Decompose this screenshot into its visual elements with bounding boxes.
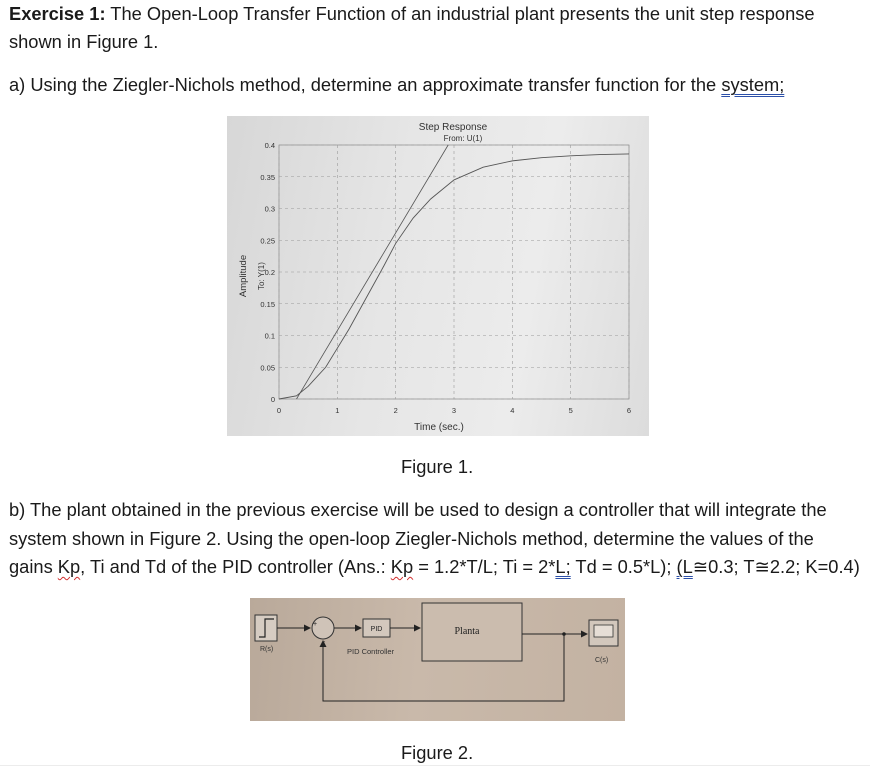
y-tick-label: 0.05 xyxy=(260,363,275,373)
x-tick-label: 4 xyxy=(510,406,515,415)
x-tick-label: 5 xyxy=(568,406,573,415)
scope-screen-icon xyxy=(594,625,613,637)
x-tick-label: 0 xyxy=(276,406,282,415)
x-tick-label: 1 xyxy=(335,406,340,415)
figure-2-block-diagram-photo xyxy=(250,598,625,721)
chart-grid xyxy=(279,145,629,399)
part-b-line3-c: = 1.2*T/L; Ti = 2* xyxy=(413,556,556,577)
chart-ylabel-inner: To: Y(1) xyxy=(257,262,266,290)
y-tick-label: 0.1 xyxy=(264,331,275,341)
pid-caption: PID Controller xyxy=(347,647,395,656)
figure-1-step-response-photo xyxy=(227,116,649,436)
l-symbol: L; xyxy=(555,556,571,577)
chart-ylabel-outer: Amplitude xyxy=(238,254,249,298)
pid-label: PID xyxy=(370,626,383,633)
part-b-line3-b: , Ti and Td of the PID controller (Ans.: xyxy=(80,556,391,577)
chart-subtitle: From: U(1) xyxy=(443,134,483,143)
chart-title: Step Response xyxy=(418,122,488,133)
part-b-line3-a: gains xyxy=(9,556,58,577)
plant-label: Planta xyxy=(454,626,480,637)
exercise-intro-line1: The Open-Loop Transfer Function of an industrial plant presents the unit step response xyxy=(105,3,815,24)
part-b-line1: b) The plant obtained in the previous exercise will be used to design a controller that will integrate the xyxy=(9,499,827,520)
chart-xlabel: Time (sec.) xyxy=(414,422,464,433)
y-tick-label: 0.4 xyxy=(264,141,275,150)
y-tick-label: 0.3 xyxy=(264,204,275,214)
y-tick-label: 0.2 xyxy=(264,268,275,277)
part-b-line3-e: ≅0.3; T≅2.2; K=0.4) xyxy=(692,556,860,577)
x-tick-label: 2 xyxy=(393,406,398,415)
page-bottom-divider xyxy=(0,765,870,766)
figure-2-caption: Figure 2. xyxy=(401,742,474,763)
sum-plus: + xyxy=(313,621,318,628)
part-a xyxy=(9,71,866,100)
x-tick-label: 3 xyxy=(451,406,457,415)
kp-word-1: Kp xyxy=(57,556,81,577)
output-label: C(s) xyxy=(595,657,609,664)
part-a-underlined: system; xyxy=(721,74,785,95)
part-b-line3 xyxy=(9,553,866,582)
figure-1-caption: Figure 1. xyxy=(401,456,474,477)
part-b-line3-d: Td = 0.5*L); xyxy=(570,556,677,577)
step-response-chart xyxy=(227,116,649,436)
kp-word-2: Kp xyxy=(390,556,414,577)
part-b-line2: system shown in Figure 2. Using the open-loop Ziegler-Nichols method, determine the values of the xyxy=(9,528,814,549)
exercise-intro-line2: shown in Figure 1. xyxy=(9,31,159,52)
block-diagram xyxy=(250,598,625,721)
exercise-intro xyxy=(9,0,866,29)
exercise-heading: Exercise 1: xyxy=(9,3,106,24)
y-tick-label: 0.15 xyxy=(260,299,275,309)
x-tick-label: 6 xyxy=(626,406,632,415)
sum-minus: - xyxy=(323,639,326,646)
chart-ticks xyxy=(260,141,631,415)
part-a-text: a) Using the Ziegler-Nichols method, determine an approximate transfer function for the xyxy=(9,74,722,95)
input-label: R(s) xyxy=(260,646,274,653)
y-tick-label: 0 xyxy=(270,395,275,404)
y-tick-label: 0.35 xyxy=(260,172,275,182)
y-tick-label: 0.25 xyxy=(260,236,275,246)
paren-l: (L xyxy=(676,556,693,577)
